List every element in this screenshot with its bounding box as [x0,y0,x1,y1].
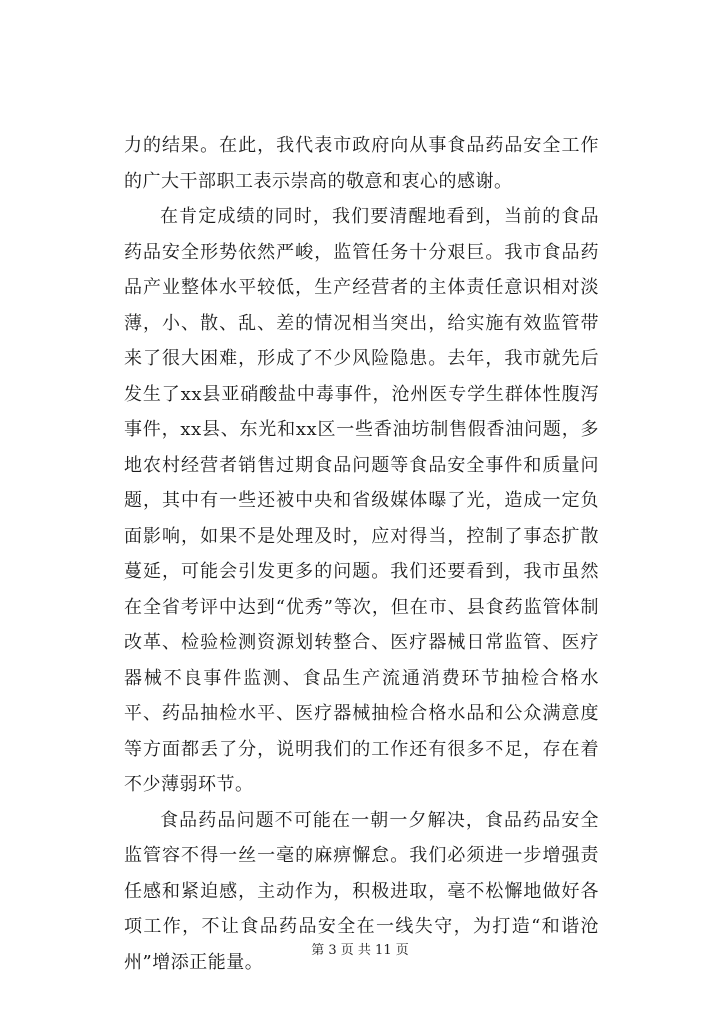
page-number-footer: 第 3 页 共 11 页 [311,943,409,958]
paragraph-2: 在肯定成绩的同时，我们要清醒地看到，当前的食品药品安全形势依然严峻，监管任务十分艰巨。我市食品药品产业整体水平较低，生产经营者的主体责任意识相对淡薄，小、散、乱、差的情况相当突出，给实施有效监管带来了很大困难，形成了不少风险隐患。去年，我市就先后发生了xx县亚硝酸盐中毒事件，沧州医专学生群体性腹泻事件，xx县、东光和xx区一些香油坊制售假香油问题，多地农村经营者销售过期食品问题等食品安全事件和质量问题，其中有一些还被中央和省级媒体曝了光，造成一定负面影响，如果不是处理及时，应对得当，控制了事态扩散蔓延，可能会引发更多的问题。我们还要看到，我市虽然在全省考评中达到“优秀”等次，但在市、县食药监管体制改革、检验检测资源划转整合、医疗器械日常监管、医疗器械不良事件监测、食品生产流通消费环节抽检合格水平、药品抽检水平、医疗器械抽检合格水品和公众满意度等方面都丢了分，说明我们的工作还有很多不足，存在着不少薄弱环节。 [124,206,599,795]
paragraph-3: 食品药品问题不可能在一朝一夕解决，食品药品安全监管容不得一丝一毫的麻痹懈怠。我们必须进一步增强责任感和紧迫感，主动作为，积极进取，毫不松懈地做好各项工作，不让食品药品安全在一线失守，为打造“和谐沧州”增添正能量。 [124,809,599,973]
paragraph-1: 力的结果。在此，我代表市政府向从事食品药品安全工作的广大干部职工表示崇高的敬意和衷心的感谢。 [124,135,599,192]
document-body [124,128,599,980]
